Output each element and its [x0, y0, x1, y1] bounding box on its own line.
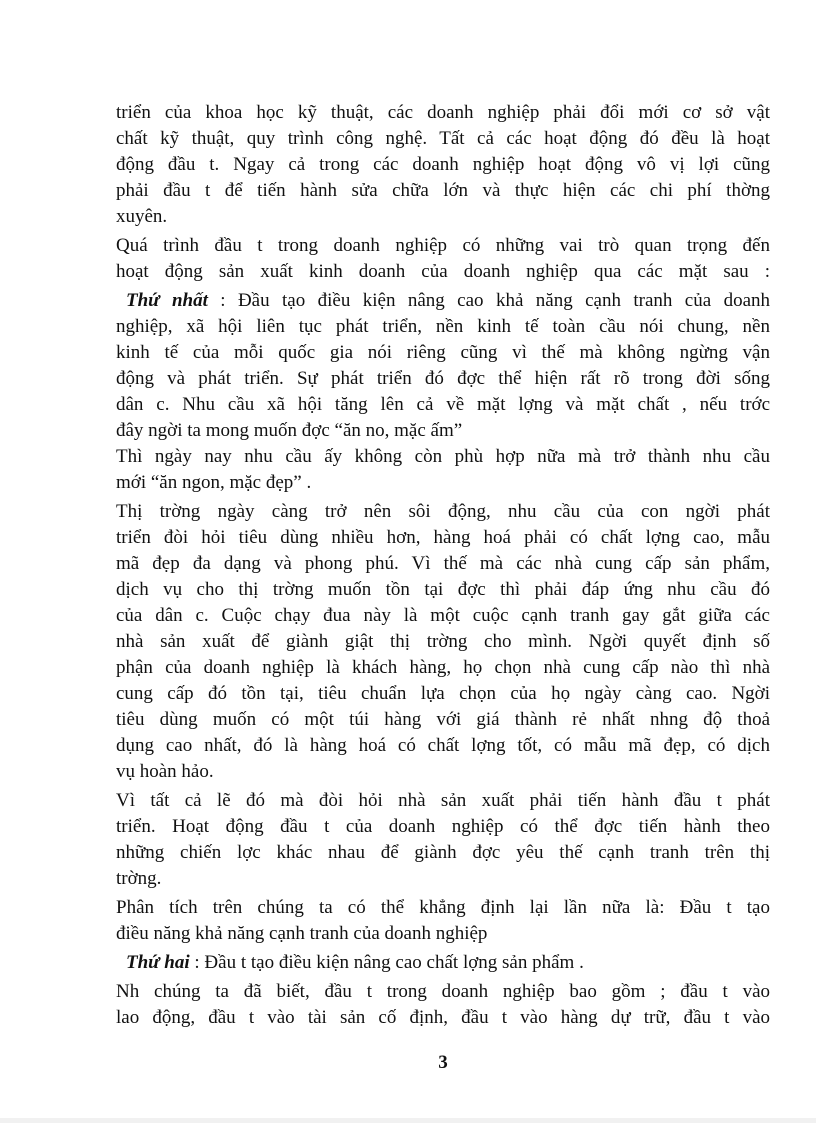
text-line: những chiến lợc khác nhau để giành đợc yêu thế cạnh tranh trên thị [116, 842, 770, 863]
text-line: Thì ngày nay nhu cầu ấy không còn phù hợp nữa mà trở thành nhu cầu [116, 446, 770, 467]
text-line: mã đẹp đa dạng và phong phú. Vì thế mà các nhà cung cấp sản phẩm, [116, 553, 770, 574]
text-line: hoạt động sản xuất kinh doanh của doanh nghiệp qua các mặt sau : [116, 261, 770, 282]
text-line: xuyên. [116, 206, 168, 227]
text-line: Nh chúng ta đã biết, đầu t trong doanh nghiệp bao gồm ; đầu t vào [116, 981, 770, 1002]
text-line: đây ngời ta mong muốn đợc “ăn no, mặc ấm” [116, 420, 463, 441]
text-line: phận của doanh nghiệp là khách hàng, họ chọn nhà cung cấp nào thì nhà [116, 657, 770, 678]
text-line: kinh tế của mỗi quốc gia nói riêng cũng vì thế mà không ngừng vận [116, 342, 770, 363]
text-line: dân c. Nhu cầu xã hội tăng lên cả về mặt lợng và mặt chất , nếu trớc [116, 394, 770, 415]
text-line: lao động, đầu t vào tài sản cố định, đầu t vào hàng dự trữ, đầu t vào [116, 1007, 770, 1028]
text-line: tiêu dùng muốn có một túi hàng với giá thành rẻ nhất nhng độ thoả [116, 709, 770, 730]
text-line: của dân c. Cuộc chạy đua này là một cuộc cạnh tranh gay gắt giữa các [116, 605, 770, 626]
text-line: chất kỹ thuật, quy trình công nghệ. Tất cả các hoạt động đó đều là hoạt [116, 128, 770, 149]
text-line: Phân tích trên chúng ta có thể khẳng định lại lần nữa là: Đầu t tạo [116, 897, 770, 918]
heading-first: Thứ nhất [126, 290, 208, 311]
heading-second: Thứ hai [126, 952, 190, 973]
text-line: triển của khoa học kỹ thuật, các doanh nghiệp phải đổi mới cơ sở vật [116, 102, 770, 123]
text-line: điều năng khả năng cạnh tranh của doanh nghiệp [116, 923, 488, 944]
text-line: vụ hoàn hảo. [116, 761, 214, 782]
heading-first-text: : Đầu tạo điều kiện nâng cao khả năng cạnh tranh của doanh [220, 290, 771, 311]
text-line: triển. Hoạt động đầu t của doanh nghiệp có thể đợc tiến hành theo [116, 816, 770, 837]
text-line-heading-second [116, 950, 770, 976]
text-line: Thị trờng ngày càng trở nên sôi động, nhu cầu của con ngời phát [116, 501, 770, 522]
text-line: Vì tất cả lẽ đó mà đòi hỏi nhà sản xuất phải tiến hành đầu t phát [116, 790, 770, 811]
text-line: động và phát triển. Sự phát triển đó đợc thể hiện rất rõ trong đời sống [116, 368, 770, 389]
text-line-heading-first [116, 288, 770, 314]
text-line: nghiệp, xã hội liên tục phát triển, nền kinh tế toàn cầu nói chung, nền [116, 316, 770, 337]
text-line: dụng cao nhất, đó là hàng hoá có chất lợng tốt, có mẫu mã đẹp, có dịch [116, 735, 770, 756]
text-line: cung cấp đó tồn tại, tiêu chuẩn lựa chọn của họ ngày càng cao. Ngời [116, 683, 770, 704]
page-number: 3 [438, 1052, 448, 1073]
text-line: triển đòi hỏi tiêu dùng nhiều hơn, hàng hoá phải có chất lợng cao, mẫu [116, 527, 770, 548]
text-line: Quá trình đầu t trong doanh nghiệp có những vai trò quan trọng đến [116, 235, 770, 256]
text-line: phải đầu t để tiến hành sửa chữa lớn và thực hiện các chi phí thờng [116, 180, 770, 201]
text-line: động đầu t. Ngay cả trong các doanh nghiệp hoạt động vô vị lợi cũng [116, 154, 770, 175]
text-line: dịch vụ cho thị trờng muốn tồn tại đợc thì phải đáp ứng nhu cầu đó [116, 579, 770, 600]
text-line: mới “ăn ngon, mặc đẹp” . [116, 472, 312, 493]
heading-second-text: : Đầu t tạo điều kiện nâng cao chất lợng sản phẩm . [194, 952, 584, 973]
text-line: nhà sản xuất để giành giật thị trờng cho mình. Ngời quyết định số [116, 631, 770, 652]
text-line: trờng. [116, 868, 162, 889]
page-bottom-edge [0, 1118, 816, 1123]
